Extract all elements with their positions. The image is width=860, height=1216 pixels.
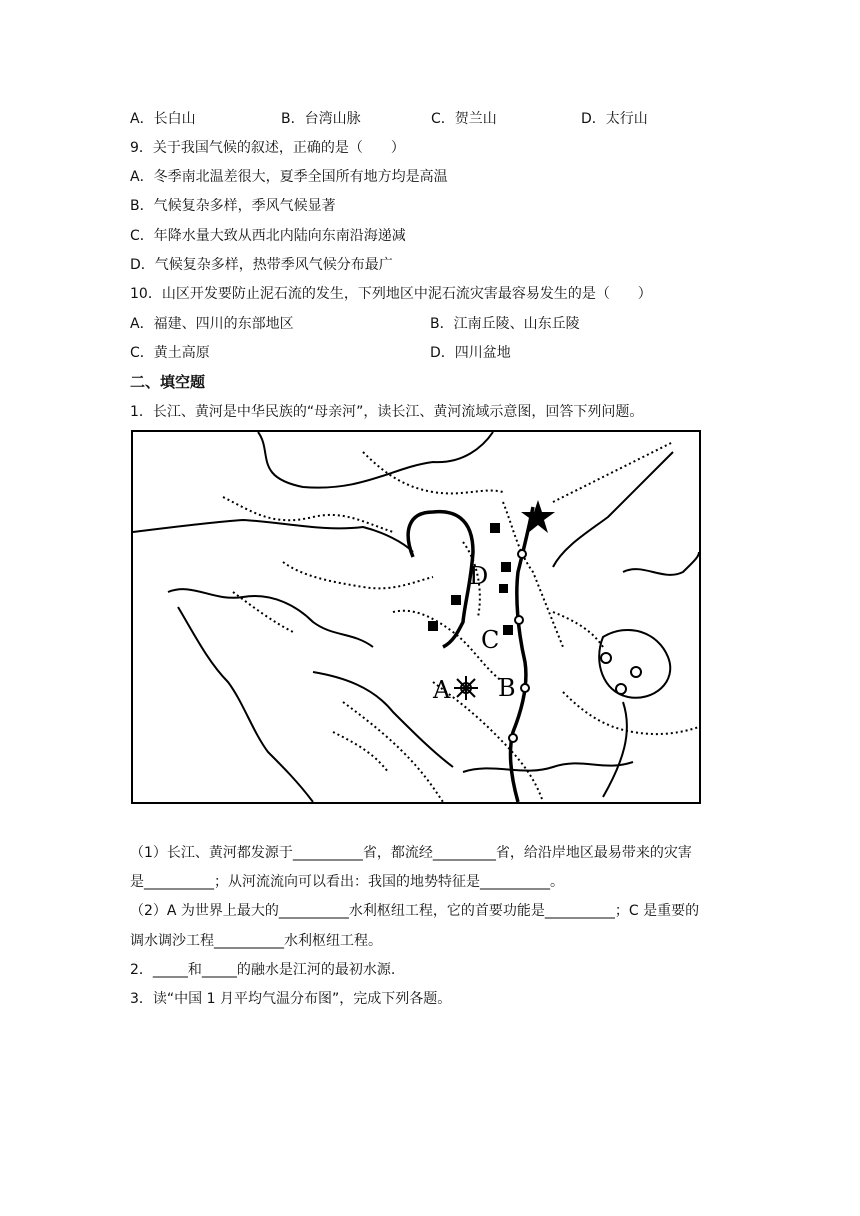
yellow-river <box>408 512 473 647</box>
capital-star <box>521 500 555 533</box>
map-label-a: A <box>433 676 451 704</box>
fill1-part2-line2: 调水调沙工程__________水利枢纽工程。 <box>130 933 382 949</box>
fill3-text: 3．读“中国 1 月平均气温分布图”，完成下列各题。 <box>130 991 452 1007</box>
q10-option-d: D．四川盆地 <box>430 345 511 361</box>
q9-option-d: D．气候复杂多样，热带季风气候分布最广 <box>130 257 393 273</box>
q9-option-a: A．冬季南北温差很大，夏季全国所有地方均是高温 <box>130 169 448 185</box>
dam-symbol <box>454 676 478 700</box>
q8-option-c: C．贺兰山 <box>431 111 497 127</box>
q9-stem: 9．关于我国气候的叙述，正确的是（ ） <box>130 140 405 156</box>
map-drawing <box>133 432 699 802</box>
fill1-part1-line1: （1）长江、黄河都发源于__________省，都流经_________省，给沿岸地区最易带来的灾害 <box>130 845 692 861</box>
map-label-d: D <box>469 562 489 590</box>
q8-option-d: D．太行山 <box>581 111 648 127</box>
q10-stem: 10．山区开发要防止泥石流的发生，下列地区中泥石流灾害最容易发生的是（ ） <box>130 286 652 302</box>
fill2-text: 2．_____和_____的融水是江河的最初水源. <box>130 962 396 978</box>
q8-option-a: A．长白山 <box>130 111 196 127</box>
q10-option-b: B．江南丘陵、山东丘陵 <box>430 316 580 332</box>
q10-option-c: C．黄土高原 <box>130 345 210 361</box>
river-basin-map <box>131 430 701 804</box>
q9-option-c: C．年降水量大致从西北内陆向东南沿海递减 <box>130 228 406 244</box>
section-title: 二、填空题 <box>130 373 206 391</box>
fill1-stem: 1．长江、黄河是中华民族的“母亲河”，读长江、黄河流域示意图，回答下列问题。 <box>130 404 644 420</box>
q9-option-b: B．气候复杂多样，季风气候显著 <box>130 198 336 214</box>
fill1-part2-line1: （2）A 为世界上最大的__________水利枢纽工程，它的首要功能是__________；C 是重要的 <box>130 903 700 919</box>
q8-option-b: B．台湾山脉 <box>281 111 361 127</box>
solid-borders <box>133 432 699 802</box>
map-label-b: B <box>498 674 516 702</box>
stations <box>509 550 641 742</box>
fill1-part1-line2: 是__________；从河流流向可以看出：我国的地势特征是__________。 <box>130 874 564 890</box>
map-label-c: C <box>481 626 500 654</box>
q10-option-a: A．福建、四川的东部地区 <box>130 316 294 332</box>
